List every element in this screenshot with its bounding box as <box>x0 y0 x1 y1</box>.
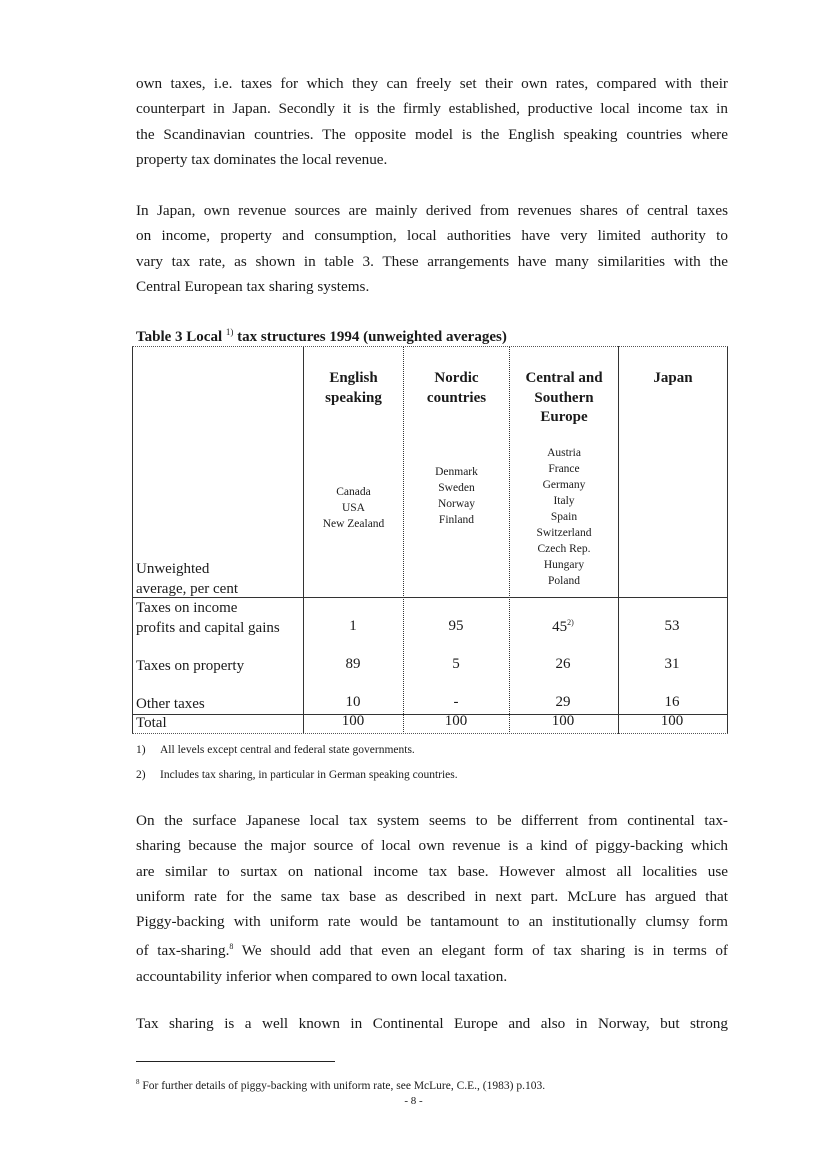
cell-value <box>513 618 613 636</box>
caption-suffix: tax structures 1994 (unweighted averages) <box>233 329 507 345</box>
cell-value: 10 <box>345 694 361 710</box>
row-label-property <box>136 656 244 676</box>
text-line: on income, property and consumption, local authorities have very limited authority to <box>136 227 728 245</box>
cell-value: 31 <box>664 656 680 672</box>
label-line: Taxes on property <box>136 658 245 674</box>
country-name: Finland <box>438 514 475 526</box>
footnote-separator <box>136 1061 335 1062</box>
text-line: are similar to surtax on national income tax base. However almost all localities use <box>136 862 728 880</box>
header-line: Central and <box>525 370 603 386</box>
header-line: countries <box>426 389 487 406</box>
header-line: Europe <box>540 409 588 425</box>
text-line: the Scandinavian countries. The opposite model is the English speaking countries where <box>136 125 728 143</box>
country-list-nordic <box>404 464 509 528</box>
country-name: Spain <box>550 511 578 523</box>
country-name: Denmark <box>435 466 478 478</box>
table-caption <box>136 327 507 346</box>
cell-value: - <box>453 694 459 710</box>
footnote-text: For further details of piggy-backing with uniform rate, see McLure, C.E., (1983) p.103. <box>139 1079 546 1092</box>
text-line: uniform rate for the same tax base as described in next part. McLure has argued that <box>136 887 728 905</box>
table-notes <box>136 738 458 788</box>
header-row-label <box>136 559 238 599</box>
cell-value: 1 <box>349 618 357 634</box>
cell-value: 29 <box>555 694 571 710</box>
column-header-japan <box>619 369 727 389</box>
country-name: Czech Rep. <box>537 543 591 555</box>
text-line: vary tax rate, as shown in table 3. These arrangements have many similarities with the <box>136 252 728 270</box>
cell-value: 5 <box>452 656 460 672</box>
cell-value: 100 <box>660 713 684 729</box>
column-header-central-southern-europe <box>510 369 618 428</box>
paragraph-4 <box>136 1011 728 1036</box>
row-label-income <box>136 598 280 638</box>
cell-value: 26 <box>555 656 571 672</box>
label-line: Total <box>136 715 167 731</box>
country-name: Canada <box>336 486 371 498</box>
cell-value: 100 <box>444 713 468 729</box>
country-name: Sweden <box>438 482 475 494</box>
cell-value: 100 <box>551 713 575 729</box>
table-bottom-rule <box>132 733 728 734</box>
cell-value: 89 <box>345 656 361 672</box>
footnote <box>136 1078 545 1092</box>
country-name: Austria <box>547 447 581 459</box>
note-text: All levels except central and federal state governments. <box>160 744 415 756</box>
text-line: Piggy-backing with uniform rate would be tantamount to an institutionally clumsy form <box>136 913 728 931</box>
row-label-total <box>136 713 167 733</box>
country-name: USA <box>341 502 365 514</box>
text-line: Central European tax sharing systems. <box>136 277 370 295</box>
text-line: In Japan, own revenue sources are mainly derived from revenues shares of central taxes <box>136 202 728 219</box>
text-line: own taxes, i.e. taxes for which they can freely set their own rates, compared with their <box>136 75 728 92</box>
label-line: Unweighted <box>136 561 210 577</box>
column-header-nordic <box>404 369 509 408</box>
country-name: Hungary <box>543 559 585 571</box>
table-border-left <box>132 346 133 734</box>
header-line: Japan <box>653 370 693 386</box>
caption-prefix: Table 3 Local <box>136 329 226 345</box>
table-note <box>136 738 458 763</box>
footnote-mark: 8 <box>136 1078 140 1086</box>
table-border-right <box>727 346 728 734</box>
text-line: sharing because the major source of local own revenue is a kind of piggy-backing which <box>136 837 728 855</box>
caption-footnote-mark: 1) <box>225 327 234 337</box>
country-list-central-southern-europe <box>510 445 618 589</box>
text-line: property tax dominates the local revenue. <box>136 150 388 168</box>
country-name: Switzerland <box>536 527 592 539</box>
label-line: Other taxes <box>136 696 205 712</box>
cell-number: 45 <box>552 619 568 635</box>
paragraph-3 <box>136 808 728 989</box>
paragraph-1 <box>136 71 728 172</box>
tax-structure-table <box>132 346 728 734</box>
text-line: On the surface Japanese local tax system seems to be differrent from continental tax- <box>136 812 728 829</box>
label-line: average, per cent <box>136 581 239 597</box>
cell-value: 16 <box>664 694 680 710</box>
country-name: Germany <box>542 479 586 491</box>
header-line: English <box>329 370 378 386</box>
cell-footnote-mark: 2) <box>567 618 574 627</box>
country-name: France <box>548 463 580 475</box>
country-name: Norway <box>437 498 476 510</box>
header-line: Southern <box>534 389 594 406</box>
text-fragment: We should add that even an elegant form of tax sharing is in terms of <box>233 942 728 960</box>
label-line: profits and capital gains <box>136 620 280 636</box>
label-line: Taxes on income <box>136 600 238 616</box>
row-label-other <box>136 694 205 714</box>
column-divider <box>618 346 619 734</box>
column-header-english-speaking <box>304 369 403 408</box>
footnote-reference: 8 <box>229 942 234 952</box>
note-text: Includes tax sharing, in particular in German speaking countries. <box>160 769 458 781</box>
header-line: Nordic <box>434 370 479 386</box>
country-name: Italy <box>553 495 575 507</box>
text-line: counterpart in Japan. Secondly it is the firmly established, productive local income tax in <box>136 100 728 118</box>
cell-value: 95 <box>448 618 464 634</box>
text-line <box>136 934 728 963</box>
country-name: New Zealand <box>322 518 385 530</box>
header-line: speaking <box>325 389 382 406</box>
country-name: Poland <box>548 575 580 587</box>
note-number: 1) <box>136 744 146 756</box>
text-line: accountability inferior when compared to own local taxation. <box>136 967 508 985</box>
paragraph-2 <box>136 198 728 299</box>
note-number: 2) <box>136 769 146 781</box>
cell-value: 53 <box>664 618 680 634</box>
cell-value: 100 <box>341 713 365 729</box>
page-number: - 8 - <box>404 1095 423 1107</box>
country-list-english-speaking <box>304 484 403 532</box>
table-top-rule <box>132 346 728 347</box>
text-fragment: of tax-sharing. <box>136 942 230 960</box>
text-line: Tax sharing is a well known in Continental Europe and also in Norway, but strong <box>136 1015 728 1032</box>
table-note <box>136 763 458 788</box>
